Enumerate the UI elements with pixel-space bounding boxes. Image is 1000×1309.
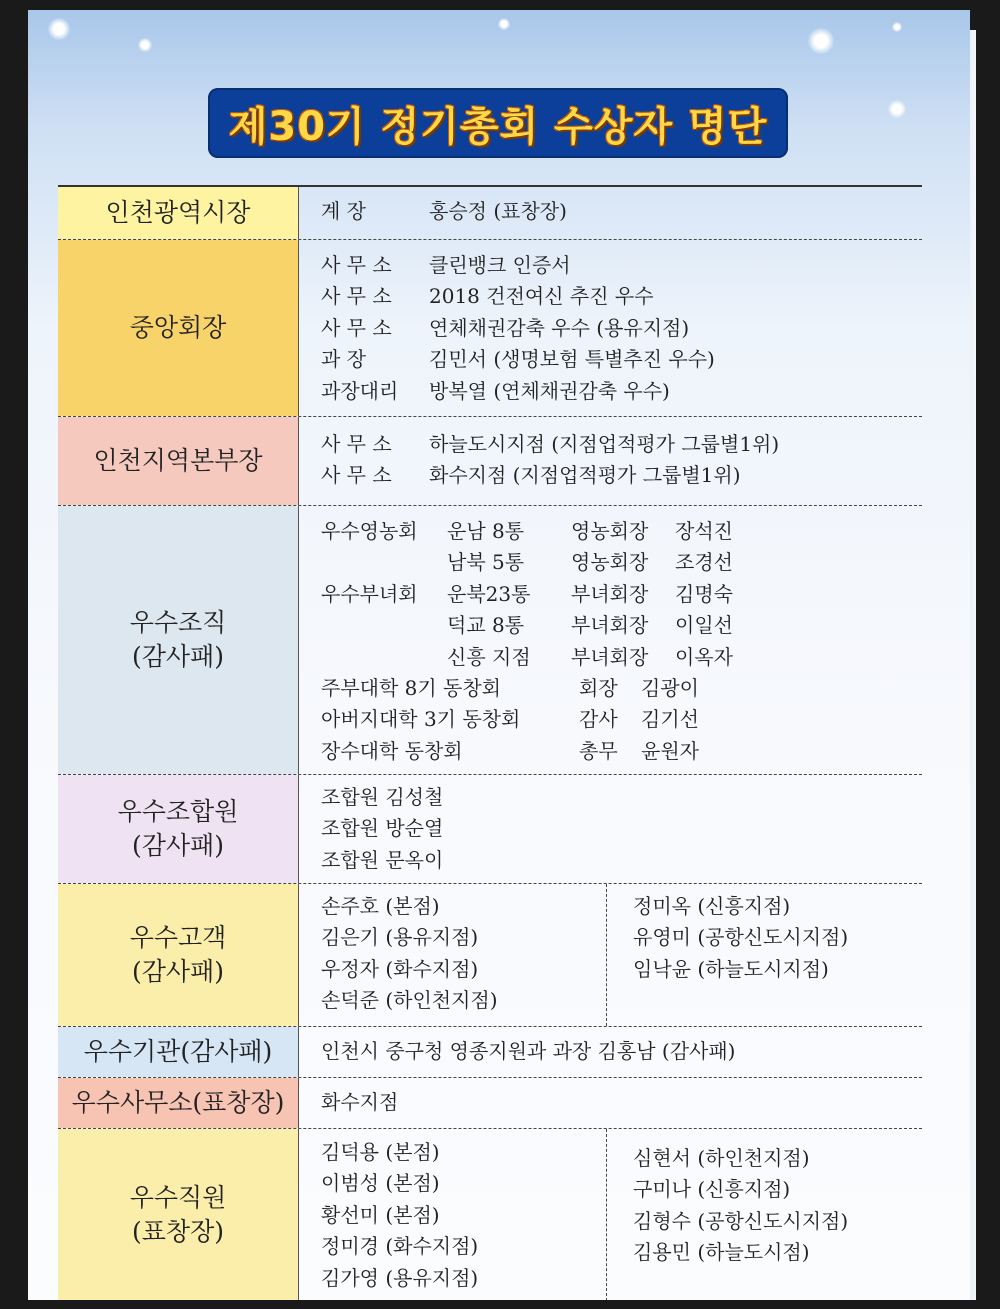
sparkle-dot <box>498 18 510 30</box>
list-item: 우수부녀회 운북23통 부녀회장 김명숙 <box>321 581 733 606</box>
sparkle-dot <box>888 100 906 118</box>
list-item: 과 장 김민서 (생명보험 특별추진 우수) <box>321 347 715 372</box>
list-item: 김가영 (용유지점) <box>321 1265 479 1290</box>
award-table <box>58 185 922 1300</box>
list-item: 우수영농회 운남 8통 영농회장 장석진 <box>321 519 733 543</box>
label-staff: 우수직원 (표창장) <box>58 1129 299 1300</box>
sparkle-dot <box>808 28 834 54</box>
list-item: 김은기 (용유지점) <box>321 925 479 950</box>
list-item: 황선미 (본점) <box>321 1202 440 1227</box>
row-central <box>58 240 922 417</box>
staff-list-right <box>607 1129 848 1300</box>
list-item: 임낙윤 (하늘도시지점) <box>633 956 829 981</box>
content-agency <box>299 1027 922 1077</box>
content-member <box>299 775 922 883</box>
customer-list-left <box>299 884 607 1026</box>
label-regional: 인천지역본부장 <box>58 417 299 505</box>
row-office <box>58 1078 922 1129</box>
content-organization <box>299 506 922 774</box>
label-customer: 우수고객 (감사패) <box>58 884 299 1026</box>
list-item: 구미나 (신흥지점) <box>633 1177 791 1202</box>
list-item: 정미옥 (신흥지점) <box>633 894 791 918</box>
label-agency: 우수기관(감사패) <box>58 1027 299 1077</box>
label-mayor: 인천광역시장 <box>58 187 299 239</box>
list-item: 손주호 (본점) <box>321 894 440 918</box>
list-item: 정미경 (화수지점) <box>321 1234 479 1259</box>
sparkle-dot <box>138 38 152 52</box>
list-item: 덕교 8통 부녀회장 이일선 <box>447 613 733 638</box>
row-staff <box>58 1129 922 1300</box>
sparkle-dot <box>48 18 70 40</box>
list-item: 아버지대학 3기 동창회 감사 김기선 <box>321 707 699 732</box>
staff-list-left <box>299 1129 607 1300</box>
list-item: 과장대리 방복열 (연체채권감축 우수) <box>321 378 670 403</box>
label-organization: 우수조직 (감사패) <box>58 506 299 774</box>
list-item: 사 무 소 연체채권감축 우수 (용유지점) <box>321 315 690 340</box>
list-item: 김형수 (공항신도시지점) <box>633 1208 849 1233</box>
list-item: 사 무 소 하늘도시지점 (지점업적평가 그룹별1위) <box>321 432 780 456</box>
list-item: 신흥 지점 부녀회장 이옥자 <box>447 644 733 669</box>
content-customer <box>299 884 922 1026</box>
list-item: 주부대학 8기 동창회 회장 김광이 <box>321 676 699 701</box>
label-member: 우수조합원 (감사패) <box>58 775 299 883</box>
row-agency <box>58 1027 922 1078</box>
list-item: 남북 5통 영농회장 조경선 <box>447 550 733 575</box>
content-regional <box>299 417 922 505</box>
list-item: 조합원 문옥이 <box>321 847 444 872</box>
content-staff <box>299 1129 922 1300</box>
list-item: 김용민 (하늘도시점) <box>633 1240 810 1265</box>
content-office <box>299 1078 922 1128</box>
list-item: 유영미 (공항신도시지점) <box>633 925 849 950</box>
row-regional <box>58 417 922 506</box>
list-item: 손덕준 (하인천지점) <box>321 988 498 1013</box>
customer-list-right <box>607 884 848 1026</box>
list-item: 김덕용 (본점) <box>321 1140 440 1164</box>
document-page <box>28 10 970 1300</box>
list-item: 조합원 방순열 <box>321 816 444 841</box>
list-item: 사 무 소 클린뱅크 인증서 <box>321 253 571 277</box>
row-customer <box>58 884 922 1027</box>
list-item: 화수지점 <box>321 1090 399 1114</box>
sparkle-dot <box>892 22 902 32</box>
list-item: 장수대학 동창회 총무 윤원자 <box>321 738 699 763</box>
content-mayor <box>299 187 922 239</box>
row-member <box>58 775 922 884</box>
title-banner <box>208 88 788 158</box>
row-organization <box>58 506 922 775</box>
list-item: 이범성 (본점) <box>321 1171 440 1196</box>
list-item: 심현서 (하인천지점) <box>633 1146 810 1170</box>
label-office: 우수사무소(표창장) <box>58 1078 299 1128</box>
list-item: 사 무 소 2018 건전여신 추진 우수 <box>321 284 654 309</box>
list-item: 조합원 김성철 <box>321 785 444 809</box>
list-item: 사 무 소 화수지점 (지점업적평가 그룹별1위) <box>321 463 741 488</box>
row-mayor <box>58 187 922 240</box>
list-item: 우정자 (화수지점) <box>321 956 479 981</box>
list-item: 인천시 중구청 영종지원과 과장 김홍남 (감사패) <box>321 1039 736 1063</box>
page-title: 제30기 정기총회 수상자 명단 <box>228 103 768 150</box>
list-item: 계 장 홍승정 (표창장) <box>321 199 567 223</box>
content-central <box>299 240 922 416</box>
label-central: 중앙회장 <box>58 240 299 416</box>
